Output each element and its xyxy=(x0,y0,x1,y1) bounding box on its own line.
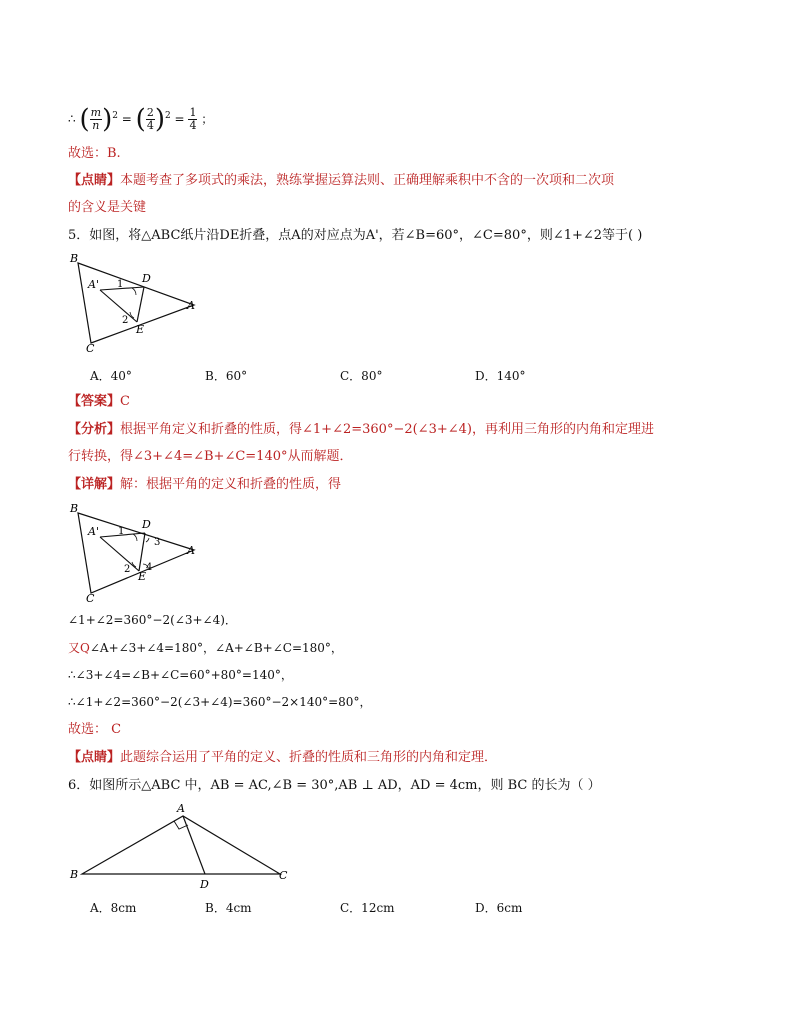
fraction-1-4: $\frac{1}{4}$ xyxy=(189,106,197,132)
q5-analysis-tag: 【分析】 xyxy=(68,422,121,437)
q5-choose: 故选： C xyxy=(68,722,122,737)
label-d-q6: D xyxy=(200,878,209,891)
q5-step3: ∴∠3+∠4=∠B+∠C=60°+80°=140°， xyxy=(68,668,293,682)
q5-option-d: D．140° xyxy=(475,369,526,383)
label-d: D xyxy=(142,272,151,285)
q4-point-text2: 的含义是关键 xyxy=(68,200,147,215)
top-formula: ∴ ( $\frac{m}{n}$ )$^2$ = ( $\frac{2}{4}$ )$^2$ = $\frac{1}{4}$ ； xyxy=(68,104,214,135)
q5-answer-tag: 【答案】 xyxy=(68,394,121,409)
q5-option-a: A．40° xyxy=(90,369,132,383)
q5-answer: C xyxy=(120,394,130,409)
label-1-detail: 1 xyxy=(118,526,125,537)
q6-option-c: C．12cm xyxy=(340,901,395,915)
q5-detail-tag: 【详解】 xyxy=(68,477,121,492)
label-b: B xyxy=(70,252,79,265)
q5-detail-line xyxy=(68,476,341,494)
q5-step2: 又Q∠A+∠3+∠4=180°，∠A+∠B+∠C=180°， xyxy=(68,641,343,655)
label-a-q6: A xyxy=(177,802,185,815)
q6-option-b: B．4cm xyxy=(205,901,252,915)
q5-detail: 解：根据平角的定义和折叠的性质，得 xyxy=(120,477,342,492)
q6-stem: 6．如图所示△ABC 中，AB = AC,∠B = 30°,AB ⊥ AD，AD = 4cm，则 BC 的长为（ ） xyxy=(68,778,601,793)
label-2: 2 xyxy=(122,315,129,326)
triangle-abc-q6 xyxy=(82,816,280,874)
label-b-detail: B xyxy=(70,502,79,515)
fraction-m-n: $\frac{m}{n}$ xyxy=(90,106,102,132)
q6-option-a: A．8cm xyxy=(90,901,137,915)
q5-analysis1: 根据平角定义和折叠的性质，得∠1+∠2=360°−2(∠3+∠4)，再利用三角形的内角和定理进 xyxy=(120,422,654,437)
label-a-prime-detail: A' xyxy=(88,525,99,538)
label-2-detail: 2 xyxy=(124,564,131,575)
q5-stem: 5．如图，将△ABC纸片沿DE折叠，点A的对应点为A'，若∠B=60°，∠C=80°，则∠1+∠2等于( ) xyxy=(68,228,643,243)
label-e: E xyxy=(136,323,145,336)
q5-answer-line xyxy=(68,393,130,411)
label-a-prime: A' xyxy=(88,278,99,291)
label-a-detail: A xyxy=(187,544,195,557)
therefore-symbol: ∴ xyxy=(68,112,76,126)
q4-choose: 故选：B. xyxy=(68,146,121,161)
q6-option-d: D．6cm xyxy=(475,901,523,915)
label-a: A xyxy=(187,299,195,312)
label-c: C xyxy=(86,342,95,355)
q5-figure xyxy=(66,250,206,356)
label-c-q6: C xyxy=(279,869,288,882)
label-c-detail: C xyxy=(86,592,95,605)
segment-ad xyxy=(183,816,205,874)
label-3-detail: 3 xyxy=(154,537,161,548)
q5-point-text: 此题综合运用了平角的定义、折叠的性质和三角形的内角和定理． xyxy=(120,750,498,765)
q5-analysis2: 行转换，得∠3+∠4=∠B+∠C=140°从而解题． xyxy=(68,449,353,464)
q5-detail-figure xyxy=(66,500,206,606)
segment-a1-e xyxy=(100,290,137,322)
label-b-q6: B xyxy=(70,868,79,881)
q5-analysis-line1 xyxy=(68,421,654,439)
q6-figure xyxy=(66,800,296,892)
q4-point-tag: 【点睛】 xyxy=(68,173,121,188)
q5-point-tag: 【点睛】 xyxy=(68,750,121,765)
q4-point-text1: 本题考查了多项式的乘法，熟练掌握运算法则、正确理解乘积中不含的一次项和二次项 xyxy=(120,173,615,188)
q5-step4: ∴∠1+∠2=360°−2(∠3+∠4)=360°−2×140°=80°， xyxy=(68,695,372,709)
q5-option-c: C．80° xyxy=(340,369,383,383)
fold-line-de-detail xyxy=(139,533,145,571)
fraction-2-4: $\frac{2}{4}$ xyxy=(146,106,154,132)
fold-line-de xyxy=(137,287,144,322)
q5-point-line xyxy=(68,749,497,767)
q4-point-line1 xyxy=(68,172,614,190)
label-e-detail: E xyxy=(138,570,147,583)
label-1: 1 xyxy=(117,279,124,290)
label-4-detail: 4 xyxy=(146,562,153,573)
q5-step1: ∠1+∠2=360°−2(∠3+∠4)． xyxy=(68,613,237,627)
label-d-detail: D xyxy=(142,518,151,531)
q5-option-b: B．60° xyxy=(205,369,248,383)
